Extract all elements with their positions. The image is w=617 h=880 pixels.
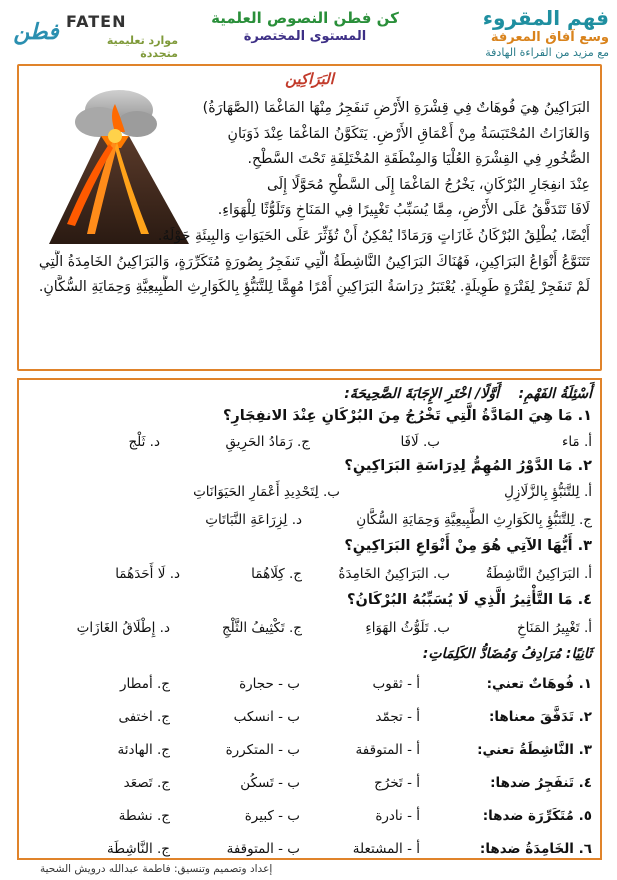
- brand-block: [409, 6, 609, 60]
- vocab-option-a[interactable]: أ - تَخرُج: [374, 775, 420, 791]
- q3-option-a[interactable]: أ. البَرَاكِينُ النَّاشِطَةُ: [485, 566, 592, 582]
- q4-option-d[interactable]: د. إِطْلَاقُ الغَازَاتِ: [76, 620, 170, 636]
- question-4: ٤. مَا التَّأْثِيرُ الَّذِي لَا يُسَبِّبُهُ البُرْكَانُ؟: [347, 592, 592, 608]
- passage-line: عِنْدَ انفِجَارِ البُرْكَانِ، يَخْرُجُ المَاغْمَا إِلَى السَّطْحِ مُحَوَّلًا إِلَى: [266, 176, 590, 193]
- vocab-option-c[interactable]: ج. نشطة: [118, 808, 170, 824]
- brand-title: فهم المقروء: [482, 6, 609, 30]
- q2-option-b[interactable]: ب. لِتَحْدِيدِ أَعْمَارِ الحَيَوَانَاتِ: [193, 484, 340, 500]
- passage-line: وَالغَازَاتُ المُحْتَبَسَةُ مِنْ أَعْمَاقِ الأَرْضِ. يَتَكَوَّنُ المَاغْمَا عِنْدَ ذَوَبَانِ: [227, 125, 590, 142]
- q4-option-b[interactable]: ب. تَلَوُّثُ الهَوَاءِ: [365, 620, 450, 636]
- vocab-word: ٣. النَّاشِطَةُ تعني:: [477, 742, 592, 758]
- page-header: [0, 0, 617, 62]
- vocab-option-b[interactable]: ب - انسكب: [233, 709, 300, 725]
- passage-title: البَرَاكِين: [285, 70, 334, 88]
- q2-option-c[interactable]: ج. لِلتَّنَبُّؤِ بِالكَوَارِثِ الطَّبِيعِيَّةِ وَحِمَايَةِ السُّكَّانِ: [356, 512, 592, 528]
- faten-name: FATEN: [66, 12, 127, 31]
- vocab-option-a[interactable]: أ - المشتعلة: [352, 841, 420, 857]
- vocab-option-a[interactable]: أ - تجمّد: [375, 709, 420, 725]
- worksheet-level: المستوى المختصرة: [243, 29, 367, 44]
- vocab-option-b[interactable]: ب - المتوقفة: [226, 841, 300, 857]
- q3-option-d[interactable]: د. لَا أَحَدَهُمَا: [115, 566, 180, 582]
- brand-subtitle: مع مزيد من القراءة الهادفة: [485, 46, 609, 59]
- q2-option-a[interactable]: أ. لِلتَّنَبُّؤِ بِالزَّلَازِلِ: [504, 484, 592, 500]
- q4-option-a[interactable]: أ. تَغْيِيرُ المَنَاخِ: [516, 620, 592, 636]
- vocab-option-c[interactable]: ج. النَّاشِطَة: [107, 841, 170, 857]
- worksheet-title: كن فطن النصوص العلمية: [211, 9, 399, 27]
- passage-text: [28, 96, 590, 301]
- q4-option-c[interactable]: ج. تَكْثِيفُ الثَّلْجِ: [221, 620, 302, 636]
- q1-option-b[interactable]: ب. لَافَا: [400, 434, 440, 450]
- vocab-option-a[interactable]: أ - نادرة: [375, 808, 420, 824]
- passage-box: [17, 64, 602, 371]
- section2-title: ثَانِيًا: مُرَادِفُ وَمُضَادُّ الكَلِمَاتِ:: [422, 646, 592, 662]
- q3-option-c[interactable]: ج. كِلَاهُمَا: [251, 566, 302, 582]
- vocab-option-b[interactable]: ب - كبيرة: [244, 808, 300, 824]
- section1-title: أَوَّلًا/ اخْتَرِ الإِجَابَةَ الصَّحِيحَةَ:: [344, 386, 500, 402]
- section1-label: أَسْئِلَةُ الفَهْمِ:: [518, 386, 592, 402]
- passage-line: لَافَا تَتَدَفَّقُ عَلَى الأَرْضِ، مِمَّا يُسَبِّبُ تَغْيِيرًا فِي المَنَاخِ وَتَلَوُّثًا لِلْهَوَاءِ.: [217, 202, 590, 219]
- q1-option-d[interactable]: د. ثَلْج: [128, 434, 160, 450]
- vocab-word: ١. فُوهَاتٌ تعني:: [486, 676, 592, 692]
- passage-line: البَرَاكِينُ هِيَ فُوهَاتٌ فِي قِشْرَةِ الأَرْضِ تَنفَجِرُ مِنْهَا المَاغْمَا (الصَّهَارَةُ): [202, 100, 590, 116]
- vocab-word: ٥. مُتَكَرِّرَة ضدها:: [482, 808, 592, 824]
- vocab-word: ٤. تَنفَجِرُ ضدها:: [490, 775, 592, 791]
- q1-option-a[interactable]: أ. مَاء: [561, 434, 592, 450]
- passage-line: تَتَنَوَّعُ أَنْوَاعُ البَرَاكِينِ، فَهُنَاكَ البَرَاكِينُ النَّاشِطَةُ الَّتِي تَنفَجِرُ بِصُورَةٍ مُتَكَرِّرَةٍ، وَالبَرَاكِينُ الخَامِدَةُ الَّتِي: [38, 253, 590, 270]
- question-2: ٢. مَا الدَّوْرُ المُهِمُّ لِدِرَاسَةِ البَرَاكِينِ؟: [344, 458, 592, 474]
- vocab-option-a[interactable]: أ - المتوقفة: [355, 742, 420, 758]
- vocab-option-b[interactable]: ب - المتكررة: [225, 742, 300, 758]
- vocab-option-c[interactable]: ج. أمطار: [120, 676, 170, 692]
- questions-box: [17, 378, 602, 860]
- question-1: ١. مَا هِيَ المَادَّةُ الَّتِي تَخْرُجُ مِنَ البُرْكَانِ عِنْدَ الانفِجَارِ؟: [222, 408, 592, 424]
- vocab-word: ٦. الخَامِدَةُ ضدها:: [479, 841, 592, 857]
- footer-credit: إعداد وتصميم وتنسيق: فاطمة عبدالله درويش الشحية: [40, 863, 273, 875]
- vocab-option-c[interactable]: ج. اختفى: [118, 709, 170, 725]
- brand-tagline: وسع آفاق المعرفة: [490, 30, 609, 45]
- worksheet-title-block: [210, 8, 400, 46]
- passage-line: لَمْ تَنفَجِرْ لِفَتْرَةٍ طَوِيلَةٍ. يُعْتَبَرُ دِرَاسَةُ البَرَاكِينِ أَمْرًا مُهِمًّا لِلتَّنَبُّؤِ بِالكَوَارِثِ الطَّبِيعِيَّةِ وَحِمَايَةِ السُّكَّانِ.: [38, 279, 590, 296]
- faten-subtitle: موارد تعليمية متجددة: [106, 34, 178, 60]
- vocab-word: ٢. تَدَفَّقَ معناها:: [488, 709, 592, 725]
- passage-line: أَيْضًا، يُطْلِقُ البُرْكَانُ غَازَاتٍ وَرَمَادًا يُمْكِنُ أَنْ تُؤَثِّرَ عَلَى الحَيَوَاتِ وَالبِيئَةِ حَوْلَهُ.: [157, 227, 590, 244]
- vocab-option-b[interactable]: ب - حجارة: [239, 676, 300, 692]
- vocab-option-a[interactable]: أ - ثقوب: [372, 676, 420, 692]
- vocab-option-b[interactable]: ب - تَسكُن: [240, 775, 300, 791]
- faten-logo-block: [8, 10, 178, 60]
- vocab-option-c[interactable]: ج. تَصعَد: [123, 775, 170, 791]
- question-3: ٣. أَيُّهَا الآتِي هُوَ مِنْ أَنْوَاعِ البَرَاكِينِ؟: [344, 538, 592, 554]
- q2-option-d[interactable]: د. لِزِرَاعَةِ النَّبَاتَاتِ: [205, 512, 302, 528]
- vocab-option-c[interactable]: ج. الهادئة: [117, 742, 170, 758]
- section1-heading: [27, 386, 592, 402]
- q3-option-b[interactable]: ب. البَرَاكِينُ الخَامِدَةُ: [338, 566, 450, 582]
- passage-line: الصُّخُورِ فِي القِشْرَةِ العُلْيَا وَالمِنْطَقَةِ المُخْتَلِفَةِ تَحْتَ السَّطْحِ.: [247, 151, 590, 168]
- q1-option-c[interactable]: ج. رَمَادُ الحَرِيقِ: [225, 434, 310, 450]
- faten-logo-icon: فطن: [13, 20, 59, 45]
